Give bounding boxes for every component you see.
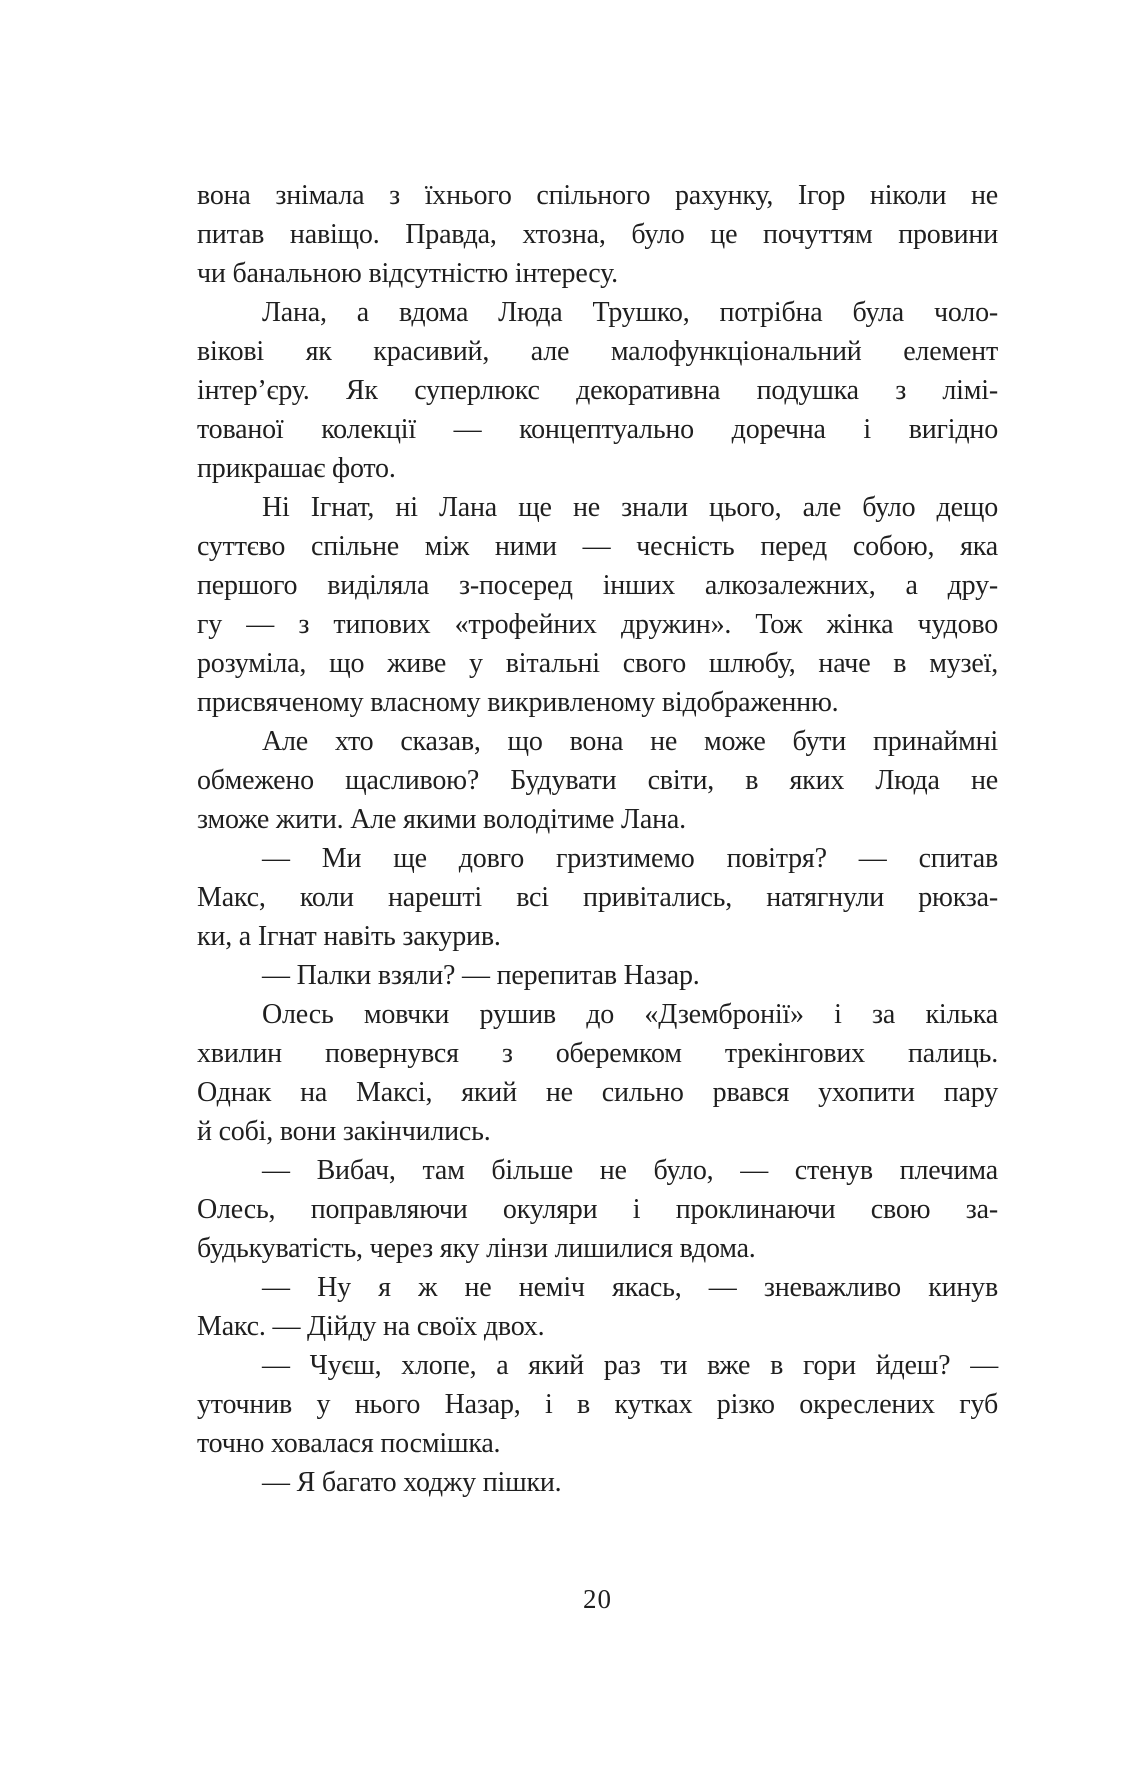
text-line: вікові як красивий, але малофункціональний елемент [197, 336, 998, 367]
text-line: розуміла, що живе у вітальні свого шлюбу, наче в музеї, [197, 648, 998, 679]
text-line: Але хто сказав, що вона не може бути принаймні [262, 726, 998, 757]
text-line: Олесь, поправляючи окуляри і проклинаючи свою за- [197, 1194, 998, 1225]
text-line: точно ховалася посмішка. [197, 1428, 501, 1459]
text-line: — Я багато ходжу пішки. [262, 1467, 562, 1498]
text-line: ки, а Ігнат навіть закурив. [197, 921, 501, 952]
text-line: обмежено щасливою? Будувати світи, в яких Люда не [197, 765, 998, 796]
text-line: суттєво спільне між ними — чесність перед собою, яка [197, 531, 998, 562]
body-text [197, 176, 998, 1502]
text-line: гу — з типових «трофейних дружин». Тож жінка чудово [197, 609, 998, 640]
text-line: інтер’єру. Як суперлюкс декоративна подушка з лімі- [197, 375, 998, 406]
text-line: — Палки взяли? — перепитав Назар. [262, 960, 700, 991]
text-line: присвяченому власному викривленому відображенню. [197, 687, 839, 718]
text-line: Макс. — Дійду на своїх двох. [197, 1311, 545, 1342]
text-line: тованої колекції — концептуально доречна і вигідно [197, 414, 998, 445]
text-line: хвилин повернувся з оберемком трекінгових палиць. [197, 1038, 998, 1069]
text-line: прикрашає фото. [197, 453, 396, 484]
page-number: 20 [583, 1584, 612, 1614]
text-line: Олесь мовчки рушив до «Дзембронії» і за кілька [262, 999, 998, 1030]
text-line: уточнив у нього Назар, і в кутках різко окреслених губ [197, 1389, 998, 1420]
text-line: Однак на Максі, який не сильно рвався ухопити пару [197, 1077, 998, 1108]
text-line: — Ну я ж не неміч якась, — зневажливо кинув [262, 1272, 998, 1303]
text-line: вона знімала з їхнього спільного рахунку, Ігор ніколи не [197, 180, 998, 211]
text-line: й собі, вони закінчились. [197, 1116, 491, 1147]
text-line: — Чуєш, хлопе, а який раз ти вже в гори йдеш? — [262, 1350, 998, 1381]
text-line: Макс, коли нарешті всі привітались, натягнули рюкза- [197, 882, 998, 913]
text-line: — Ми ще довго гризтимемо повітря? — спитав [262, 843, 998, 874]
text-line: — Вибач, там більше не було, — стенув плечима [262, 1155, 998, 1186]
text-line: чи банальною відсутністю інтересу. [197, 258, 618, 289]
text-line: питав навіщо. Правда, хтозна, було це почуттям провини [197, 219, 998, 250]
text-line: Ні Ігнат, ні Лана ще не знали цього, але було дещо [262, 492, 998, 523]
text-line: зможе жити. Але якими володітиме Лана. [197, 804, 686, 835]
text-line: Лана, а вдома Люда Трушко, потрібна була чоло- [262, 297, 998, 328]
text-line: будькуватість, через яку лінзи лишилися вдома. [197, 1233, 756, 1264]
text-line: першого виділяла з-посеред інших алкозалежних, а дру- [197, 570, 998, 601]
